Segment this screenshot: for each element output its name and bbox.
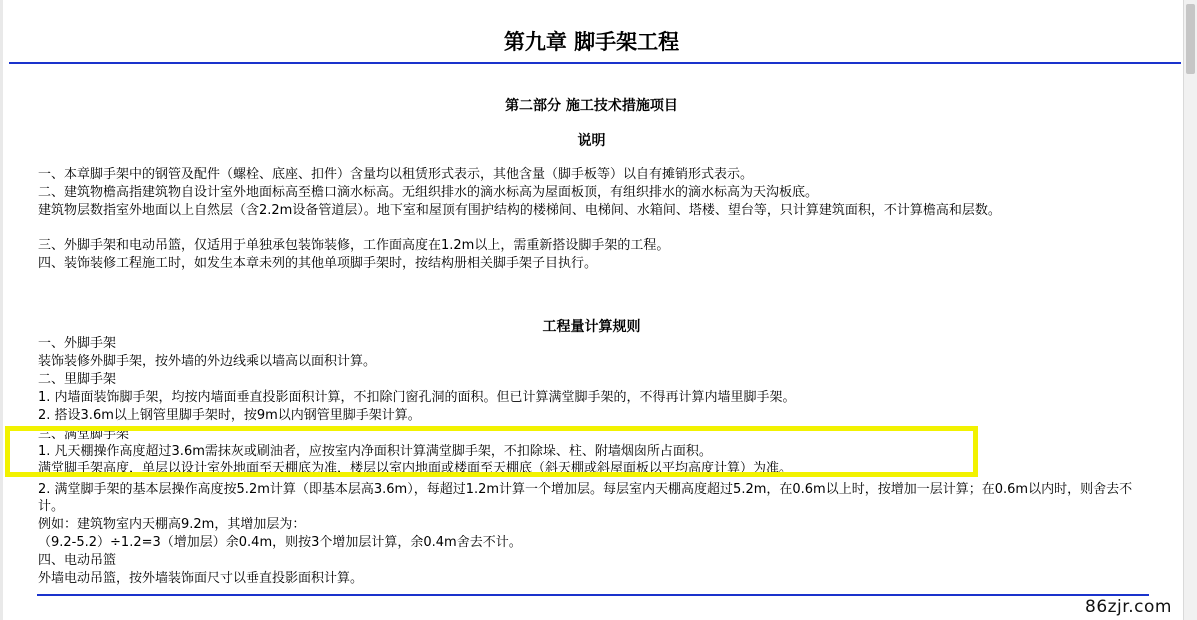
rules-title: 工程量计算规则: [542, 319, 641, 335]
rule-line: 例如：建筑物室内天棚高9.2m，其增加层为：: [38, 517, 306, 532]
rule-heading: 三、满堂脚手架: [38, 427, 130, 442]
rule-line: 装饰装修外脚手架，按外墙的外边线乘以墙高以面积计算。: [38, 354, 377, 369]
chapter-title: 第九章 脚手架工程: [503, 29, 680, 54]
rule-heading: 一、外脚手架: [38, 336, 117, 351]
highlight-box: [5, 426, 978, 477]
left-frame-edge: [0, 0, 3, 620]
notes-title: 说明: [577, 133, 606, 149]
watermark: 86zjr.com: [1085, 597, 1172, 617]
note-line: 三、外脚手架和电动吊篮，仅适用于单独承包装饰装修，工作面高度在1.2m以上，需重新搭设脚手架的工程。: [38, 238, 670, 253]
rule-line: （9.2-5.2）÷1.2=3（增加层）余0.4m，则按3个增加层计算，余0.4m舍去不计。: [38, 535, 522, 550]
bottom-divider: [37, 594, 1149, 596]
vertical-scrollbar[interactable]: [1183, 0, 1197, 620]
rule-heading: 四、电动吊篮: [38, 553, 117, 568]
note-line: 二、建筑物檐高指建筑物自设计室外地面标高至檐口滴水标高。无组织排水的滴水标高为屋面板顶，有组织排水的滴水标高为天沟板底。: [38, 185, 819, 200]
top-divider: [9, 62, 1181, 64]
note-line: 四、装饰装修工程施工时，如发生本章未列的其他单项脚手架时，按结构册相关脚手架子目执行。: [38, 256, 598, 271]
rule-line: 外墙电动吊篮，按外墙装饰面尺寸以垂直投影面积计算。: [38, 571, 364, 586]
rule-line: 1. 内墙面装饰脚手架，均按内墙面垂直投影面积计算，不扣除门窗孔洞的面积。但已计算满堂脚手架的，不得再计算内墙里脚手架。: [38, 390, 796, 405]
note-line: 建筑物层数指室外地面以上自然层（含2.2m设备管道层）。地下室和屋顶有围护结构的楼梯间、电梯间、水箱间、塔楼、望台等，只计算建筑面积，不计算檐高和层数。: [38, 203, 1001, 218]
note-line: 一、本章脚手架中的钢管及配件（螺栓、底座、扣件）含量均以租赁形式表示，其他含量（脚手板等）以自有摊销形式表示。: [38, 167, 754, 182]
rule-line: 满堂脚手架高度，单层以设计室外地面至天棚底为准，楼层以室内地面或楼面至天棚底（斜天棚或斜屋面板以平均高度计算）为准。: [38, 461, 793, 476]
rule-line: 1. 凡天棚操作高度超过3.6m需抹灰或刷油者，应按室内净面积计算满堂脚手架，不扣除垛、柱、附墙烟囱所占面积。: [38, 444, 712, 459]
scrollbar-thumb[interactable]: [1186, 4, 1195, 74]
part-title: 第二部分 施工技术措施项目: [505, 98, 678, 114]
rule-heading: 二、里脚手架: [38, 372, 117, 387]
rule-line: 2. 满堂脚手架的基本层操作高度按5.2m计算（即基本层高3.6m），每超过1.2m计算一个增加层。每层室内天棚高度超过5.2m，在0.6m以上时，按增加一层计算；在0.6m以内时，则舍去不计。: [38, 482, 1133, 514]
rule-line: 2. 搭设3.6m以上钢管里脚手架时，按9m以内钢管里脚手架计算。: [38, 408, 421, 423]
